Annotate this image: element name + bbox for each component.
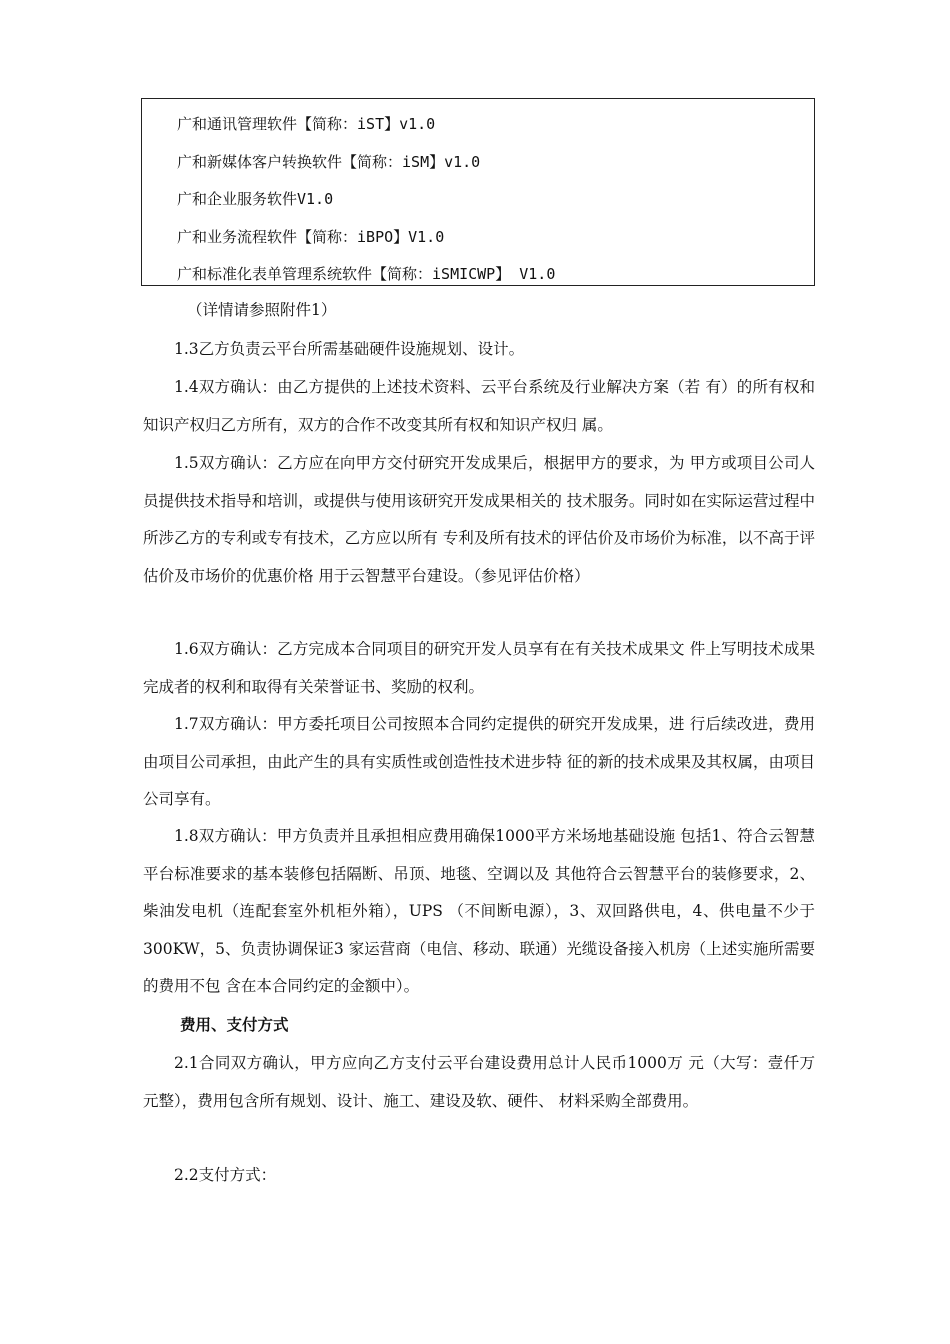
software-item: 广和业务流程软件【简称：iBPO】V1.0 bbox=[177, 228, 445, 246]
clause-1-4: 1.4双方确认：由乙方提供的上述技术资料、云平台系统及行业解决方案（若 有）的所有权和知识产权归乙方所有，双方的合作不改变其所有权和知识产权归 属。 bbox=[143, 378, 815, 434]
software-item: 广和新媒体客户转换软件【简称：iSM】v1.0 bbox=[177, 153, 481, 171]
software-list-box bbox=[141, 98, 815, 286]
software-item: 广和通讯管理软件【简称：iST】v1.0 bbox=[177, 115, 436, 133]
clause-1-6: 1.6双方确认：乙方完成本合同项目的研究开发人员享有在有关技术成果文 件上写明技术成果完成者的权利和取得有关荣誉证书、奖励的权利。 bbox=[143, 640, 815, 696]
software-item: 广和企业服务软件V1.0 bbox=[177, 190, 334, 208]
clause-2-2: 2.2支付方式： bbox=[174, 1166, 277, 1184]
clause-2-1: 2.1合同双方确认，甲方应向乙方支付云平台建设费用总计人民币1000万 元（大写：壹仟万元整），费用包含所有规划、设计、施工、建设及软、硬件、 材料采购全部费用。 bbox=[143, 1054, 815, 1110]
section-heading: 费用、支付方式 bbox=[180, 1016, 289, 1034]
attachment-note: （详情请参照附件1） bbox=[187, 301, 337, 319]
software-item: 广和标准化表单管理系统软件【简称：iSMICWP】 V1.0 bbox=[177, 265, 556, 283]
clause-1-5: 1.5双方确认：乙方应在向甲方交付研究开发成果后，根据甲方的要求，为 甲方或项目公司人员提供技术指导和培训，或提供与使用该研究开发成果相关的 技术服务。同时如在实际运营过程中所涉乙方的专利或专有技术，乙方应以所有 专利及所有技术的评估价及市场价为标准，以不高于评估价及市场价的优惠价格 用于云智慧平台建设。（参见评估价格） bbox=[143, 454, 815, 585]
clause-1-8: 1.8双方确认：甲方负责并且承担相应费用确保1000平方米场地基础设施 包括1、符合云智慧平台标准要求的基本装修包括隔断、吊顶、地毯、空调以及 其他符合云智慧平台的装修要求，2、柴油发电机（连配套室外机柜外箱），UPS （不间断电源），3、双回路供电，4、供电量不少于300KW，5、负责协调保证3 家运营商（电信、移动、联通）光缆设备接入机房（上述实施所需要的费用不包 含在本合同约定的金额中）。 bbox=[143, 827, 815, 995]
clause-1-7: 1.7双方确认：甲方委托项目公司按照本合同约定提供的研究开发成果，进 行后续改进，费用由项目公司承担，由此产生的具有实质性或创造性技术进步特 征的新的技术成果及其权属，由项目公司享有。 bbox=[143, 715, 815, 808]
clause-1-3: 1.3乙方负责云平台所需基础硬件设施规划、设计。 bbox=[174, 340, 525, 358]
